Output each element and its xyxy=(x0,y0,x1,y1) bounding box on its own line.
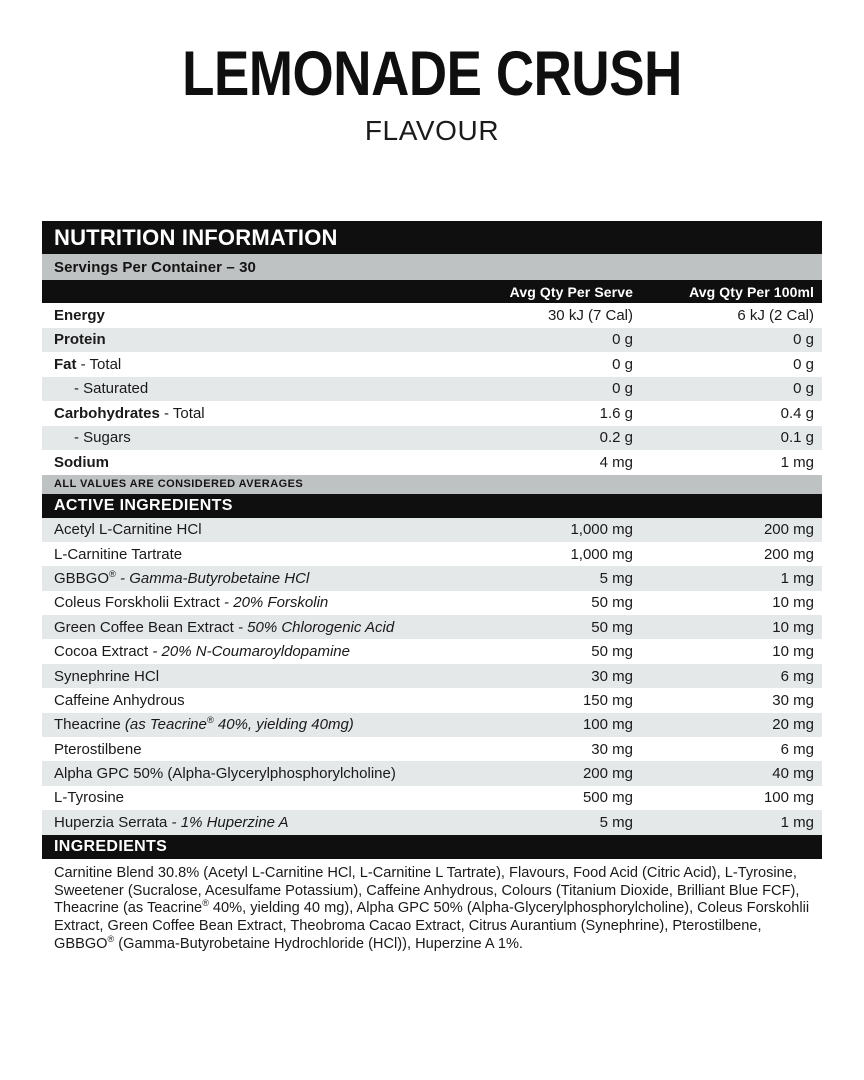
active-ingredient-name: Green Coffee Bean Extract - 50% Chlorogenic Acid xyxy=(54,618,395,636)
active-ingredient-per-100ml: 1 mg xyxy=(780,569,814,587)
nutrition-row-per-100ml: 6 kJ (2 Cal) xyxy=(737,306,814,324)
registered-trademark-icon: ® xyxy=(107,934,115,945)
page-subtitle: FLAVOUR xyxy=(364,115,500,147)
active-ingredient-per-serve: 5 mg xyxy=(599,569,633,587)
nutrition-row-per-serve: 0 g xyxy=(612,355,633,373)
nutrition-row-label: - Saturated xyxy=(74,380,149,398)
active-ingredient-per-serve: 5 mg xyxy=(599,813,633,831)
nutrition-row-per-serve: 0 g xyxy=(612,331,633,349)
active-ingredient-row xyxy=(42,688,822,712)
active-ingredient-per-100ml: 10 mg xyxy=(772,618,814,636)
nutrition-row-label: Sodium xyxy=(54,453,109,471)
active-ingredient-standardisation: - 1% Huperzine A xyxy=(167,813,289,831)
nutrition-row xyxy=(42,377,822,402)
page-title: LEMONADE CRUSH xyxy=(182,39,682,109)
nutrition-row-label: Fat - Total xyxy=(54,355,122,373)
nutrition-row xyxy=(42,328,822,353)
active-ingredient-name: Acetyl L-Carnitine HCl xyxy=(54,521,202,539)
active-ingredient-standardisation: - 50% Chlorogenic Acid xyxy=(233,618,395,636)
active-ingredient-name: Cocoa Extract - 20% N-Coumaroyldopamine xyxy=(54,643,350,661)
registered-trademark-icon: ® xyxy=(202,898,209,909)
nutrition-row xyxy=(42,401,822,426)
active-ingredient-standardisation: - 20% N-Coumaroyldopamine xyxy=(148,643,350,661)
active-ingredient-name: L-Carnitine Tartrate xyxy=(54,545,183,563)
active-ingredient-name: Alpha GPC 50% (Alpha-Glycerylphosphorylcholine) xyxy=(54,765,396,783)
ingredients-heading: INGREDIENTS xyxy=(42,835,822,859)
averages-note: ALL VALUES ARE CONSIDERED AVERAGES xyxy=(42,475,822,494)
active-ingredient-per-serve: 50 mg xyxy=(591,643,633,661)
nutrition-row-per-100ml: 0.4 g xyxy=(780,404,814,422)
nutrition-row-label: Carbohydrates - Total xyxy=(54,404,205,422)
active-ingredient-per-serve: 200 mg xyxy=(582,765,633,783)
active-ingredient-per-100ml: 40 mg xyxy=(772,765,814,783)
column-header-per-serve: Avg Qty Per Serve xyxy=(509,283,633,300)
nutrition-panel xyxy=(42,221,822,954)
nutrition-rows xyxy=(42,303,822,475)
active-ingredient-name: Theacrine (as Teacrine® 40%, yielding 40mg) xyxy=(54,716,354,734)
active-ingredient-row xyxy=(42,664,822,688)
nutrition-row-per-serve: 0 g xyxy=(612,380,633,398)
active-ingredient-per-serve: 1,000 mg xyxy=(570,545,633,563)
active-ingredient-row xyxy=(42,591,822,615)
nutrition-column-header xyxy=(42,280,822,303)
nutrition-row-per-100ml: 0 g xyxy=(793,331,814,349)
nutrition-row-label: Protein xyxy=(54,331,106,349)
active-ingredient-per-serve: 30 mg xyxy=(591,740,633,758)
ingredients-body: Carnitine Blend 30.8% (Acetyl L-Carnitine HCl, L-Carnitine L Tartrate), Flavours, Food Acid (Citric Acid), L-Tyrosine, Sweetener (Sucralose, Acesulfame Potassium), Caffeine Anhydrous, Colours (Titanium Dioxide, Brilliant Blue FCF), Theacrine (as Teacrine® 40%, yielding 40 mg), Alpha GPC 50% (Alpha-Glycerylphosphorylcholine), Coleus Forskohlii Extract, Green Coffee Bean Extract, Theobroma Cacao Extract, Citrus Aurantium (Synephrine), Pterostilbene, GBBGO® (Gamma-Butyrobetaine Hydrochloride (HCl)), Huperzine A 1%. xyxy=(54,864,810,953)
active-ingredient-per-100ml: 200 mg xyxy=(763,521,814,539)
nutrition-row xyxy=(42,426,822,451)
nutrition-row-per-100ml: 0 g xyxy=(793,355,814,373)
registered-trademark-icon: ® xyxy=(109,569,116,579)
active-ingredient-per-100ml: 30 mg xyxy=(772,691,814,709)
nutrition-row xyxy=(42,450,822,475)
active-ingredient-rows xyxy=(42,518,822,835)
nutrition-row-label: Energy xyxy=(54,306,105,324)
nutrition-row-per-serve: 4 mg xyxy=(599,453,633,471)
active-ingredient-name: GBBGO® - Gamma-Butyrobetaine HCl xyxy=(54,569,310,587)
active-ingredient-per-serve: 50 mg xyxy=(591,618,633,636)
active-ingredient-standardisation: - 20% Forskolin xyxy=(219,594,329,612)
active-ingredient-per-100ml: 10 mg xyxy=(772,594,814,612)
nutrition-information-heading: NUTRITION INFORMATION xyxy=(42,221,822,254)
active-ingredient-row xyxy=(42,737,822,761)
active-ingredient-row xyxy=(42,639,822,663)
nutrition-row-per-serve: 0.2 g xyxy=(599,429,633,447)
active-ingredient-per-100ml: 20 mg xyxy=(772,716,814,734)
active-ingredient-standardisation: (as Teacrine® 40%, yielding 40mg) xyxy=(120,716,354,734)
nutrition-row-per-100ml: 1 mg xyxy=(780,453,814,471)
nutrition-row-per-serve: 30 kJ (7 Cal) xyxy=(547,306,633,324)
active-ingredient-name: Synephrine HCl xyxy=(54,667,160,685)
active-ingredients-heading: ACTIVE INGREDIENTS xyxy=(42,494,822,518)
active-ingredient-per-serve: 30 mg xyxy=(591,667,633,685)
active-ingredient-row xyxy=(42,786,822,810)
active-ingredient-per-100ml: 200 mg xyxy=(763,545,814,563)
servings-per-container: Servings Per Container – 30 xyxy=(42,254,822,280)
nutrition-row-per-100ml: 0 g xyxy=(793,380,814,398)
active-ingredient-per-100ml: 10 mg xyxy=(772,643,814,661)
active-ingredient-per-serve: 100 mg xyxy=(582,716,633,734)
active-ingredient-row xyxy=(42,615,822,639)
active-ingredient-row xyxy=(42,566,822,590)
nutrition-row xyxy=(42,352,822,377)
active-ingredient-per-serve: 1,000 mg xyxy=(570,521,633,539)
active-ingredient-per-100ml: 100 mg xyxy=(763,789,814,807)
active-ingredient-per-100ml: 1 mg xyxy=(780,813,814,831)
active-ingredient-name: Huperzia Serrata - 1% Huperzine A xyxy=(54,813,289,831)
registered-trademark-icon: ® xyxy=(206,716,214,726)
active-ingredient-row xyxy=(42,542,822,566)
nutrition-row xyxy=(42,303,822,328)
active-ingredient-name: L-Tyrosine xyxy=(54,789,125,807)
title-block xyxy=(0,0,864,147)
active-ingredient-per-serve: 50 mg xyxy=(591,594,633,612)
active-ingredient-per-serve: 150 mg xyxy=(582,691,633,709)
active-ingredient-name: Coleus Forskholii Extract - 20% Forskolin xyxy=(54,594,329,612)
active-ingredient-per-100ml: 6 mg xyxy=(780,667,814,685)
nutrition-row-per-100ml: 0.1 g xyxy=(780,429,814,447)
active-ingredient-standardisation: - Gamma-Butyrobetaine HCl xyxy=(115,569,310,587)
nutrition-row-per-serve: 1.6 g xyxy=(599,404,633,422)
active-ingredient-per-serve: 500 mg xyxy=(582,789,633,807)
active-ingredient-name: Caffeine Anhydrous xyxy=(54,691,185,709)
active-ingredient-row xyxy=(42,761,822,785)
active-ingredient-per-100ml: 6 mg xyxy=(780,740,814,758)
active-ingredient-name: Pterostilbene xyxy=(54,740,142,758)
column-header-per-100ml: Avg Qty Per 100ml xyxy=(689,283,814,300)
active-ingredient-row xyxy=(42,810,822,834)
active-ingredient-row xyxy=(42,713,822,737)
nutrition-row-label: - Sugars xyxy=(74,429,131,447)
active-ingredient-row xyxy=(42,518,822,542)
